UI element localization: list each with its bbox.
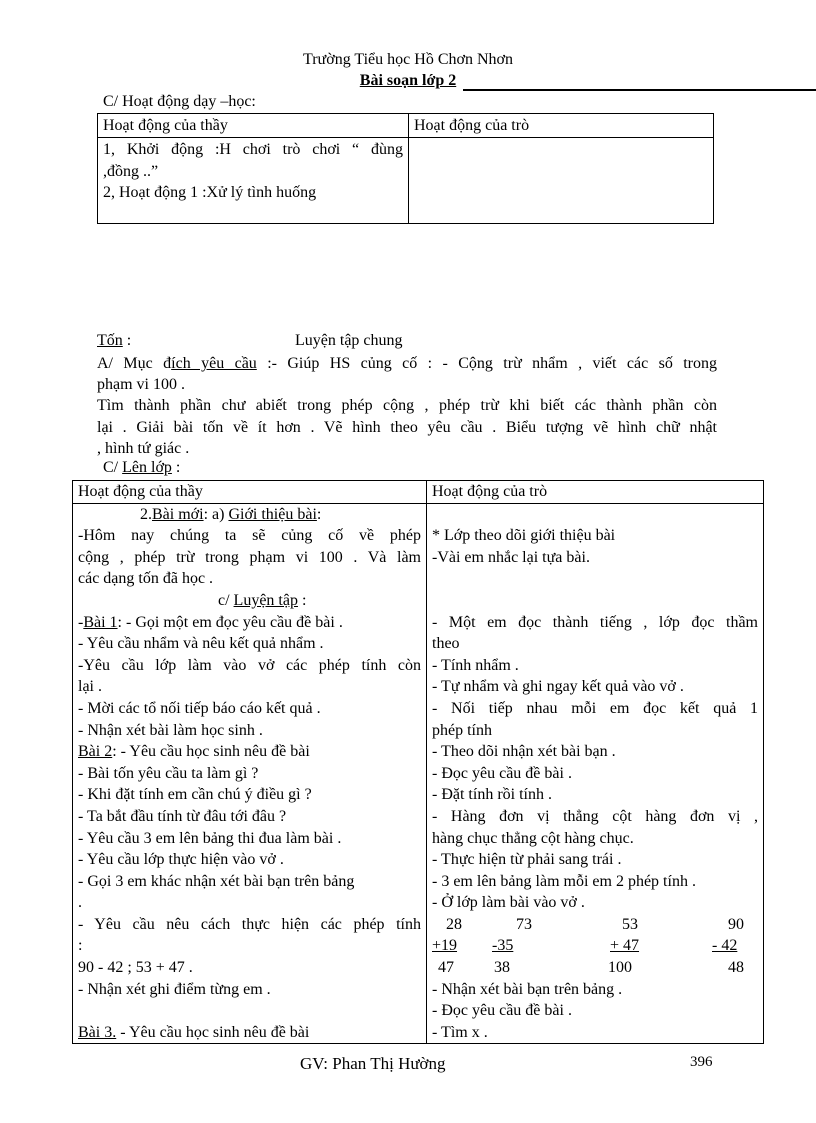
exercise-2-text: : - Yêu cầu học sinh nêu đề bài <box>112 743 310 761</box>
student-line: - Tính nhẩm . <box>432 656 519 674</box>
table2-col-student: Hoạt động của trò <box>427 481 764 504</box>
activity-table-2 <box>72 480 764 1044</box>
calc-operand-op <box>688 935 758 957</box>
objective-line: Tìm thành phần chư abiết trong phép cộng , phép trừ khi biết các thành phần còn <box>97 397 717 415</box>
calc-op-text: - 42 <box>712 937 738 955</box>
student-line: - Ở lớp làm bài vào vở . <box>432 894 585 912</box>
section-activities-heading: C/ Hoạt động dạy –học: <box>103 93 256 110</box>
student-line: - Tìm x . <box>432 1023 488 1041</box>
footer-teacher: GV: Phan Thị Hường <box>300 1054 446 1073</box>
student-line: - Tự nhẩm và ghi ngay kết quả vào vở . <box>432 678 684 696</box>
student-line: theo <box>432 635 460 653</box>
calc-operand: 73 <box>516 915 532 933</box>
student-line: phép tính <box>432 721 492 739</box>
table2-student-cell <box>427 503 764 1044</box>
table2-teacher-cell <box>73 503 427 1044</box>
exercise-3-text: - Yêu cầu học sinh nêu đề bài <box>116 1023 310 1041</box>
doc-subtitle: Bài soạn lớp 2 <box>359 72 457 89</box>
page-number: 396 <box>690 1054 713 1070</box>
student-line: - Đặt tính rồi tính . <box>432 786 552 804</box>
table1-teacher-cell <box>98 138 409 224</box>
objective-label: A/ Mục đ <box>97 355 172 372</box>
calc-op-text: -35 <box>492 937 514 955</box>
student-line <box>432 590 758 612</box>
column-calculations <box>432 914 758 979</box>
teacher-line: - Yêu cầu nêu cách thực hiện các phép tính <box>78 915 421 933</box>
exercise-2-label: Bài 2 <box>78 743 113 761</box>
student-line: - Hàng đơn vị thẳng cột hàng đơn vị , <box>432 807 758 825</box>
practice-suffix: : <box>297 591 307 609</box>
student-line: - Nhận xét bài bạn trên bảng . <box>432 980 623 998</box>
student-line: - 3 em lên bảng làm mỗi em 2 phép tính . <box>432 872 696 890</box>
teacher-line: - Nhận xét ghi điểm từng em . <box>78 980 271 998</box>
teacher-line: - Ta bắt đầu tính từ đâu tới đâu ? <box>78 807 287 825</box>
exercise-1-label: Bài 1 <box>83 613 118 631</box>
calc-op-text: + 47 <box>610 937 640 955</box>
objective-line: phạm vi 100 . <box>97 376 185 394</box>
teacher-line: lại . <box>78 678 102 696</box>
calc-result: 38 <box>494 959 510 977</box>
student-line: * Lớp theo dõi giới thiệu bài <box>432 527 616 545</box>
calc-operand-op <box>490 935 576 957</box>
teacher-line: ,đồng ..” <box>103 162 159 180</box>
intro-label: Bài mới <box>152 505 204 523</box>
practice-prefix: c/ <box>218 591 234 609</box>
student-line: - Nối tiếp nhau mỗi em đọc kết quả 1 <box>432 699 758 717</box>
exercise-1-text: : - Gọi một em đọc yêu cầu đề bài . <box>117 613 343 631</box>
table1-col-teacher: Hoạt động của thầy <box>98 114 409 138</box>
student-line: - Thực hiện từ phải sang trái . <box>432 851 622 869</box>
practice-label: Luyện tập <box>233 591 298 609</box>
calc-operand-op <box>576 935 688 957</box>
teacher-line: - Yêu cầu lớp thực hiện vào vở . <box>78 851 284 869</box>
section-prefix: C/ <box>103 459 123 476</box>
subject-colon: : <box>122 332 132 349</box>
teacher-line: cộng , phép trừ trong phạm vi 100 . Và làm <box>78 548 421 566</box>
exercise-2-heading <box>78 741 421 763</box>
exercise-3-label: Bài 3. <box>78 1023 117 1041</box>
calc-result: 100 <box>608 959 632 977</box>
intro-sep: : a) <box>203 505 229 523</box>
exercise-3-heading <box>78 1022 421 1044</box>
lesson-subject <box>97 332 131 350</box>
student-line: - Đọc yêu cầu đề bài . <box>432 764 572 782</box>
objective-line: , hình tứ giác . <box>97 439 190 457</box>
objective-first-line <box>97 353 717 374</box>
teacher-line: - Bài tốn yêu cầu ta làm gì ? <box>78 764 259 782</box>
student-line: - Một em đọc thành tiếng , lớp đọc thầm <box>432 613 758 631</box>
student-line <box>432 504 758 526</box>
teacher-line <box>78 1000 421 1022</box>
lesson-title: Luyện tập chung <box>295 332 403 349</box>
lesson-objectives <box>97 353 717 459</box>
teacher-line: . <box>78 894 82 912</box>
calc-operand: 28 <box>446 915 462 933</box>
intro-heading <box>78 504 421 526</box>
calc-operand: 90 <box>728 915 744 933</box>
calc-result: 47 <box>438 959 454 977</box>
table2-col-teacher: Hoạt động của thầy <box>73 481 427 504</box>
teacher-line: : <box>78 937 83 955</box>
exercise-1-dash: - <box>78 613 84 631</box>
teacher-line: 2, Hoạt động 1 :Xử lý tình huống <box>103 184 317 202</box>
objective-label-underlined: ích yêu cầu <box>171 355 257 372</box>
teacher-line: 1, Khởi động :H chơi trò chơi “ đùng <box>103 141 403 158</box>
section-label: Lên lớp <box>122 459 172 476</box>
student-line <box>432 568 758 590</box>
teacher-line: - Gọi 3 em khác nhận xét bài bạn trên bảng <box>78 872 355 890</box>
exercise-1-heading <box>78 612 421 634</box>
teacher-line: - Mời các tổ nối tiếp báo cáo kết quả . <box>78 699 321 717</box>
school-name: Trường Tiểu học Hồ Chơn Nhơn <box>303 51 513 68</box>
intro-end: : <box>316 505 322 523</box>
intro-sublabel: Giới thiệu bài <box>228 505 317 523</box>
student-line: - Theo dõi nhận xét bài bạn . <box>432 743 616 761</box>
teacher-line: - Khi đặt tính em cần chú ý điều gì ? <box>78 786 312 804</box>
teacher-line: các dạng tốn đã học . <box>78 570 214 588</box>
teacher-line: - Nhận xét bài làm học sinh . <box>78 721 263 739</box>
teacher-line: - Yêu cầu 3 em lên bảng thi đua làm bài . <box>78 829 342 847</box>
table1-col-student: Hoạt động của trò <box>409 114 714 138</box>
calc-operand: 53 <box>622 915 638 933</box>
table1-student-cell <box>409 138 714 224</box>
student-line: hàng chục thẳng cột hàng chục. <box>432 829 634 847</box>
calc-result: 48 <box>728 959 744 977</box>
calc-operand-op: +19 <box>432 937 458 955</box>
intro-number: 2. <box>140 505 152 523</box>
teacher-line: - Yêu cầu nhẩm và nêu kết quả nhẩm . <box>78 635 324 653</box>
teacher-line: -Hôm nay chúng ta sẽ củng cố về phép <box>78 527 421 545</box>
section-class-heading <box>103 459 180 477</box>
practice-heading <box>78 590 421 612</box>
teacher-line: 90 - 42 ; 53 + 47 . <box>78 959 193 977</box>
section-suffix: : <box>171 459 181 476</box>
activity-table-1 <box>97 113 714 224</box>
subject-label: Tốn <box>97 332 123 349</box>
teacher-line: -Yêu cầu lớp làm vào vở các phép tính còn <box>78 656 421 674</box>
objective-text: :- Giúp HS củng cố : - Cộng trừ nhẩm , viết các số trong <box>256 355 717 372</box>
header-rule <box>463 89 816 91</box>
student-line: - Đọc yêu cầu đề bài . <box>432 1002 572 1020</box>
objective-line: lại . Giải bài tốn về ít hơn . Vẽ hình theo yêu cầu . Biểu tượng vẽ hình chữ nhật <box>97 418 717 436</box>
student-line: -Vài em nhắc lại tựa bài. <box>432 548 590 566</box>
